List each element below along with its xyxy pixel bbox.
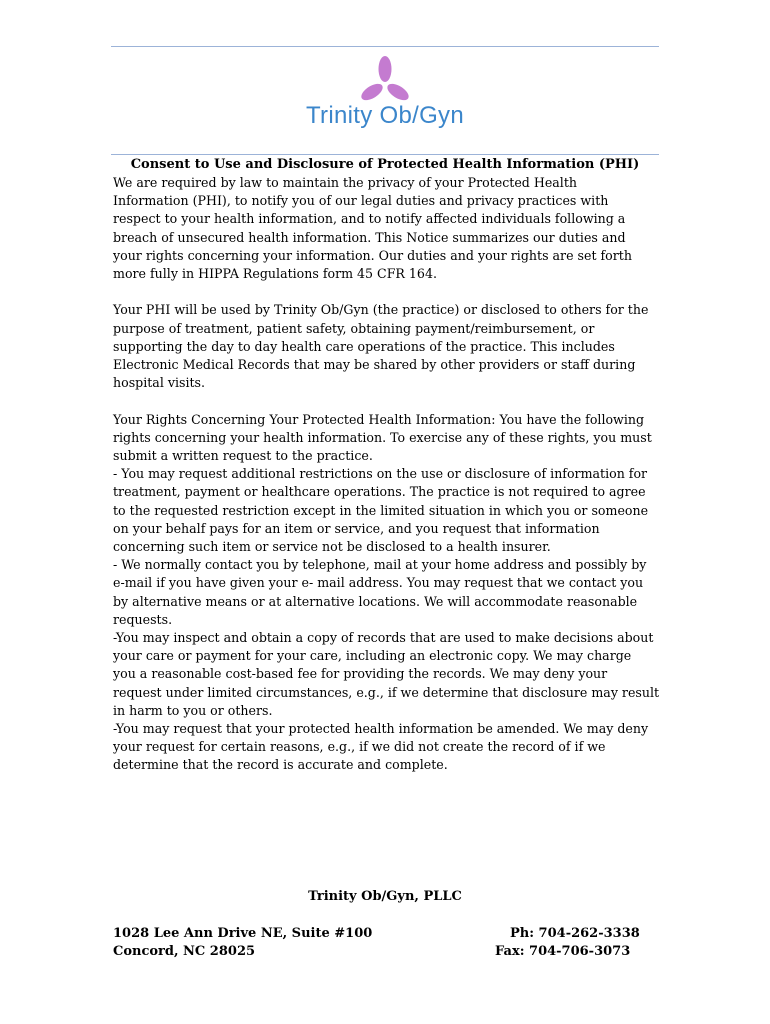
text-line: determine that the record is accurate and complete. [113, 757, 448, 773]
text-line: to the requested restriction except in the limited situation in which you or someone [113, 502, 649, 518]
text-line: requests. [113, 611, 173, 627]
document-title: Consent to Use and Disclosure of Protected Health Information (PHI) [130, 157, 640, 172]
text-line: Your PHI will be used by Trinity Ob/Gyn (the practice) or disclosed to others for the [113, 302, 649, 318]
text-line: -You may request that your protected health information be amended. We may deny [113, 721, 649, 737]
logo-wordmark: Trinity Ob/Gyn [305, 102, 464, 129]
text-line: in harm to you or others. [113, 702, 273, 718]
text-line: - We normally contact you by telephone, mail at your home address and possibly by [113, 557, 647, 573]
text-line: breach of unsecured health information. This Notice summarizes our duties and [113, 229, 626, 245]
text-line: on your behalf pays for an item or service, and you request that information [113, 520, 600, 536]
text-line: Your Rights Concerning Your Protected Health Information: You have the following [113, 411, 645, 427]
text-line: Electronic Medical Records that may be shared by other providers or staff during [113, 357, 636, 373]
document-body [113, 174, 658, 793]
header-bottom-rule [111, 154, 659, 155]
text-line: - You may request additional restrictions on the use or disclosure of information for [113, 466, 648, 482]
text-line: respect to your health information, and to notify affected individuals following a [113, 211, 626, 227]
footer-company-name: Trinity Ob/Gyn, PLLC [308, 889, 462, 904]
text-line: more fully in HIPPA Regulations form 45 CFR 164. [113, 266, 437, 282]
text-line: hospital visits. [113, 375, 206, 391]
footer-phone: Ph: 704-262-3338 [510, 926, 640, 941]
text-line: your rights concerning your information. Our duties and your rights are set forth [113, 247, 632, 263]
text-line: by alternative means or at alternative locations. We will accommodate reasonable [113, 593, 638, 609]
paragraph-patient-rights [113, 411, 658, 775]
header-top-rule [111, 46, 659, 47]
text-line: you a reasonable cost-based fee for providing the records. We may deny your [113, 666, 608, 682]
paragraph-phi-use [113, 301, 658, 392]
text-line: submit a written request to the practice. [113, 448, 373, 464]
text-line: rights concerning your health information. To exercise any of these rights, you must [113, 429, 652, 445]
text-line: your care or payment for your care, including an electronic copy. We may charge [113, 648, 632, 664]
text-line: Information (PHI), to notify you of our legal duties and privacy practices with [113, 193, 609, 209]
paragraph-privacy-duties [113, 174, 658, 283]
text-line: request under limited circumstances, e.g., if we determine that disclosure may result [113, 684, 660, 700]
text-line: e-mail if you have given your e- mail address. You may request that we contact you [113, 575, 644, 591]
text-line: purpose of treatment, patient safety, obtaining payment/reimbursement, or [113, 320, 595, 336]
text-line: your request for certain reasons, e.g., if we did not create the record of if we [113, 739, 606, 755]
text-line: supporting the day to day health care operations of the practice. This includes [113, 338, 615, 354]
text-line: -You may inspect and obtain a copy of records that are used to make decisions about [113, 630, 654, 646]
text-line: We are required by law to maintain the privacy of your Protected Health [113, 175, 577, 190]
footer-address-line2: Concord, NC 28025 [113, 944, 256, 959]
footer-address-line1: 1028 Lee Ann Drive NE, Suite #100 [113, 926, 373, 941]
footer-fax: Fax: 704-706-3073 [495, 944, 631, 959]
trinity-logo-icon [352, 54, 418, 106]
text-line: concerning such item or service not be disclosed to a health insurer. [113, 539, 551, 555]
text-line: treatment, payment or healthcare operations. The practice is not required to agree [113, 484, 646, 500]
